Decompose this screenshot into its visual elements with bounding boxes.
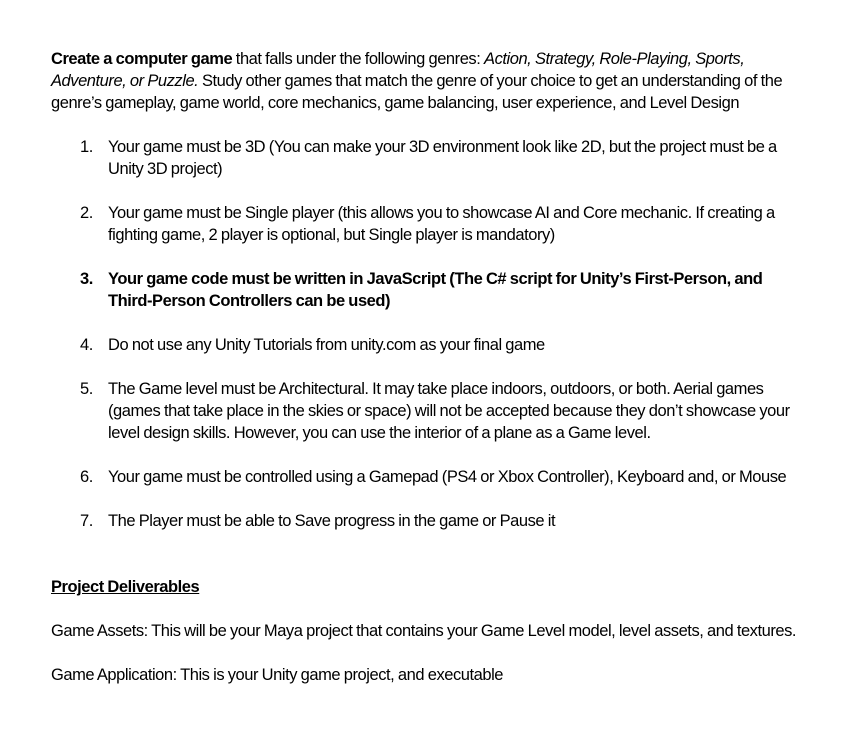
intro-text-1: that falls under the following genres: xyxy=(232,50,485,68)
requirement-text: Your game must be 3D (You can make your 3D environment look like 2D, but the project must be a Unity 3D project) xyxy=(108,138,777,178)
requirement-number: 2. xyxy=(80,204,93,222)
requirement-number: 4. xyxy=(80,336,93,354)
document-page xyxy=(51,48,821,686)
deliverables-heading: Project Deliverables xyxy=(51,578,200,596)
intro-text-2: Study other games that match the genre of your choice to get an understanding of the genre’s gameplay, game world, core mechanics, game balancing, user experience, and Level Design xyxy=(51,72,783,112)
intro-paragraph xyxy=(51,48,821,114)
requirement-item xyxy=(51,268,800,312)
requirement-text: The Player must be able to Save progress in the game or Pause it xyxy=(108,512,556,530)
requirement-number: 5. xyxy=(80,380,93,398)
intro-genres: Action, Strategy, Role-Playing, Sports, Adventure, or Puzzle. xyxy=(51,50,745,90)
requirement-number: 3. xyxy=(80,270,93,288)
requirement-item xyxy=(51,510,800,532)
requirement-item xyxy=(51,378,800,444)
requirement-item xyxy=(51,466,800,488)
requirement-item xyxy=(51,334,800,356)
requirement-number: 1. xyxy=(80,138,93,156)
requirement-item xyxy=(51,202,800,246)
requirement-text: Your game must be controlled using a Gamepad (PS4 or Xbox Controller), Keyboard and, or Mouse xyxy=(108,468,787,486)
intro-lead: Create a computer game xyxy=(51,50,233,68)
requirement-number: 6. xyxy=(80,468,93,486)
requirement-text: The Game level must be Architectural. It may take place indoors, outdoors, or both. Aerial games (games that take place in the skies or space) will not be accepted because they don’t showcase your level design skills. However, you can use the interior of a plane as a Game level. xyxy=(108,380,790,442)
requirement-text: Your game code must be written in JavaScript (The C# script for Unity’s First-Person, and Third-Person Controllers can be used) xyxy=(108,270,763,310)
requirement-text: Your game must be Single player (this allows you to showcase AI and Core mechanic. If creating a fighting game, 2 player is optional, but Single player is mandatory) xyxy=(108,204,775,244)
requirements-list xyxy=(51,136,821,532)
deliverable-game-application: Game Application: This is your Unity game project, and executable xyxy=(51,666,504,684)
requirement-item xyxy=(51,136,800,180)
deliverable-game-assets: Game Assets: This will be your Maya project that contains your Game Level model, level assets, and textures. xyxy=(51,622,797,640)
requirement-text: Do not use any Unity Tutorials from unity.com as your final game xyxy=(108,336,545,354)
requirement-number: 7. xyxy=(80,512,93,530)
